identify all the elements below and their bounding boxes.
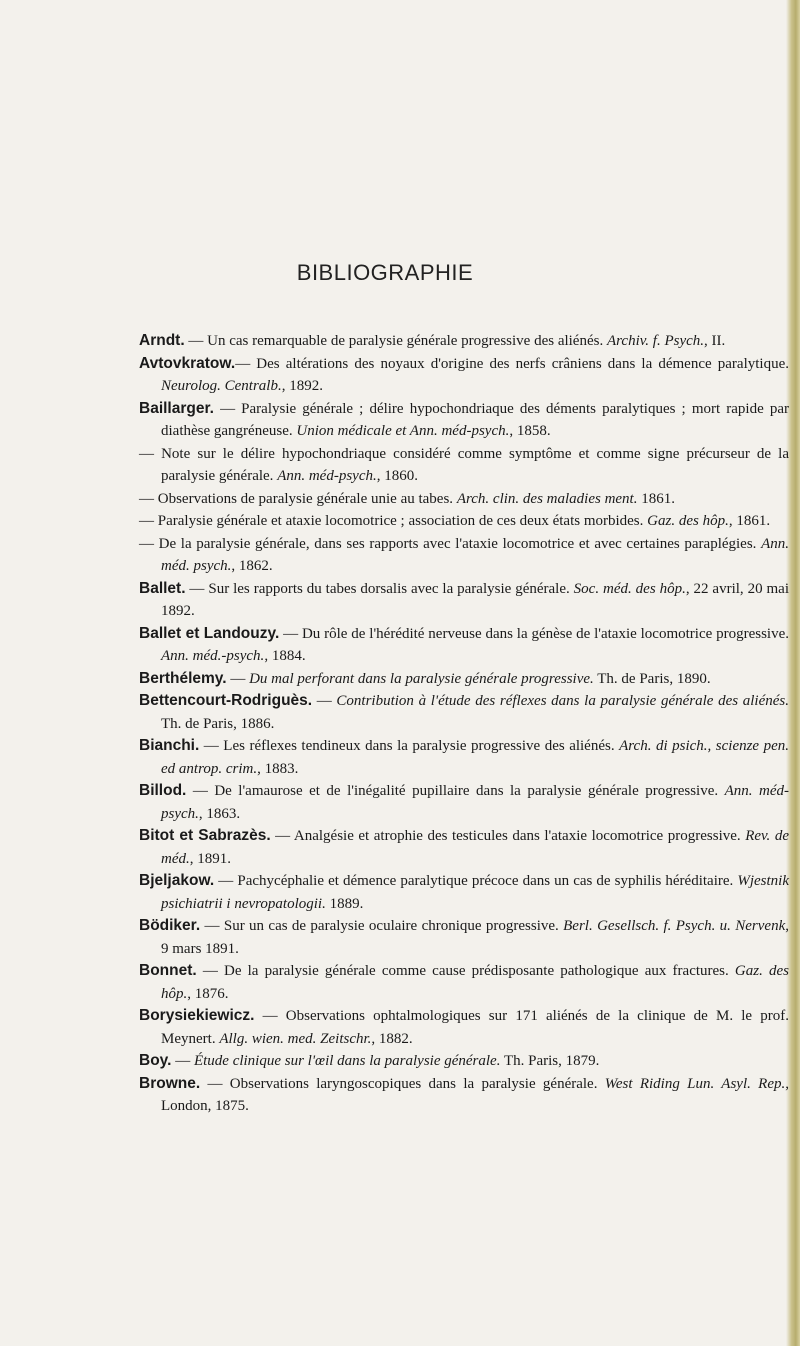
- entry-title: —: [226, 670, 250, 687]
- entry-author: Arndt.: [139, 332, 185, 349]
- entry-source: Rev. de méd.: [161, 828, 789, 867]
- entry-source: Allg. wien. med. Zeitschr.: [219, 1030, 372, 1047]
- entry-title: —: [312, 693, 337, 709]
- entry-details: Th. de Paris, 1890.: [593, 670, 711, 687]
- entry-author: Browne.: [139, 1074, 201, 1092]
- bibliography-entry: [139, 668, 789, 691]
- entry-source: Ann. méd-psych.: [161, 783, 789, 822]
- bibliography-entry: [139, 870, 789, 915]
- bibliography-entry: [139, 915, 789, 960]
- entry-details: , London, 1875.: [161, 1075, 789, 1114]
- entry-details: , 1884.: [264, 648, 306, 664]
- entry-title: — Observations ophtalmologiques sur 171 aliénés de la clinique de M. le prof. Meynert.: [161, 1008, 789, 1047]
- bibliography-entry: [139, 510, 789, 533]
- entry-details: , 1876.: [187, 985, 229, 1002]
- entry-source: Gaz. des hôp.: [647, 513, 729, 529]
- entry-author: Ballet et Landouzy.: [139, 624, 280, 642]
- bibliography-entry: [139, 533, 789, 578]
- entry-source: Arch. clin. des maladies ment.: [456, 490, 638, 507]
- entry-details: 1861.: [637, 490, 675, 507]
- entry-author: Boy.: [139, 1052, 172, 1069]
- entry-source: Union médicale et Ann. méd-psych.: [296, 423, 510, 439]
- entry-source: West Riding Lun. Asyl. Rep.: [604, 1075, 786, 1092]
- bibliography-entry: [139, 1073, 789, 1118]
- entry-details: Th. Paris, 1879.: [500, 1053, 600, 1069]
- entry-title: — Analgésie et atrophie des testicules dans l'ataxie locomotrice progressive.: [270, 828, 746, 844]
- bibliography-entry: [139, 623, 789, 668]
- bibliography-entry: [139, 353, 789, 398]
- entry-author: Bettencourt-Rodriguès.: [139, 692, 313, 709]
- entry-details: , 1883.: [257, 760, 299, 777]
- bibliography-entry: [139, 1050, 789, 1073]
- entry-source: Ann. méd.-psych.: [161, 648, 265, 664]
- entry-source: Ann. méd-psych.: [277, 468, 377, 484]
- entry-details: , 1860.: [376, 468, 418, 484]
- entry-title: — Paralysie générale ; délire hypochondriaque des déments paralytiques ; mort rapide par diathèse gangréneuse.: [161, 400, 789, 439]
- entry-title: — Un cas remarquable de paralysie générale progressive des aliénés.: [184, 333, 607, 349]
- entry-author: Bödiker.: [139, 917, 201, 934]
- entry-source: Neurolog. Centralb.: [161, 378, 282, 394]
- entry-title: —: [171, 1053, 194, 1069]
- entry-details: , II.: [704, 333, 726, 349]
- entry-details: , 1858.: [509, 423, 551, 439]
- bibliography-entry: [139, 690, 789, 735]
- entry-title: — Les réflexes tendineux dans la paralysie progressive des aliénés.: [199, 738, 620, 754]
- entry-author: Bjeljakow.: [139, 872, 215, 889]
- entry-source: Wjestnik psichiatrii i nevropatologii.: [161, 873, 789, 912]
- entry-title: — Sur un cas de paralysie oculaire chronique progressive.: [200, 918, 564, 934]
- entry-title: — De la paralysie générale comme cause prédisposante pathologique aux fractures.: [196, 963, 735, 979]
- entry-source: Soc. méd. des hôp.: [573, 580, 686, 597]
- entry-title: — Du rôle de l'hérédité nerveuse dans la génèse de l'ataxie locomotrice progressive.: [279, 625, 790, 642]
- entry-details: , 1861.: [728, 513, 771, 529]
- entry-title: — Des altérations des noyaux d'origine des nerfs crâniens dans la démence paralytique.: [235, 355, 789, 372]
- entry-author: Berthélemy.: [139, 669, 227, 687]
- entry-author: Baillarger.: [139, 399, 214, 417]
- entry-details: Th. de Paris, 1886.: [161, 715, 275, 732]
- entry-details: , 1863.: [198, 805, 241, 822]
- entry-source: Étude clinique sur l'œil dans la paralysie générale.: [193, 1053, 501, 1069]
- bibliography-entry: [139, 735, 789, 780]
- entry-details: , 9 mars 1891.: [161, 918, 789, 957]
- entry-title: — Pachycéphalie et démence paralytique précoce dans un cas de syphilis héréditaire.: [214, 873, 738, 889]
- entry-source: Arch. di psich., scienze pen. ed antrop. crim.: [161, 738, 790, 777]
- entry-source: Contribution à l'étude des réflexes dans la paralysie générale des aliénés.: [336, 693, 789, 709]
- entry-source: Berl. Gesellsch. f. Psych. u. Nervenk: [563, 918, 786, 934]
- bibliography-entry: [139, 398, 789, 443]
- entry-author: Bianchi.: [139, 737, 200, 754]
- entry-title: — Observations laryngoscopiques dans la paralysie générale.: [200, 1075, 605, 1092]
- entry-title: — Paralysie générale et ataxie locomotrice ; association de ces deux états morbides.: [139, 513, 648, 529]
- entry-source: Du mal perforant dans la paralysie générale progressive.: [249, 670, 594, 687]
- bibliography-entry: [139, 330, 789, 353]
- entry-title: — De l'amaurose et de l'inégalité pupillaire dans la paralysie générale progressive.: [186, 783, 725, 799]
- entry-author: Bonnet.: [139, 962, 197, 979]
- entry-source: Gaz. des hôp.: [161, 963, 789, 1002]
- bibliography-entry: [139, 780, 789, 825]
- bibliography-entry: [139, 825, 789, 870]
- page-title: BIBLIOGRAPHIE: [296, 260, 474, 285]
- entry-source: Ann. méd. psych.: [161, 535, 789, 574]
- entry-author: Avtovkratow.: [139, 354, 236, 372]
- bibliography-entry: [139, 578, 789, 623]
- entry-title: — Sur les rapports du tabes dorsalis avec la paralysie générale.: [185, 580, 574, 597]
- entry-author: Borysiekiewicz.: [139, 1007, 255, 1024]
- entry-source: Archiv. f. Psych.: [606, 333, 705, 349]
- entry-details: , 1882.: [371, 1030, 413, 1047]
- entry-author: Billod.: [139, 782, 187, 799]
- entry-details: , 1862.: [231, 558, 273, 574]
- entry-details: , 22 avril, 20 mai 1892.: [161, 580, 789, 619]
- bibliography-list: [139, 330, 789, 1118]
- entry-details: 1889.: [325, 895, 364, 912]
- bibliography-entry: [139, 488, 789, 511]
- bibliography-entry: [139, 443, 789, 488]
- bibliography-entry: [139, 1005, 789, 1050]
- entry-author: Bitot et Sabrazès.: [139, 827, 271, 844]
- entry-author: Ballet.: [139, 579, 186, 597]
- entry-title: — Observations de paralysie générale unie au tabes.: [139, 490, 457, 507]
- entry-details: , 1892.: [281, 378, 323, 394]
- entry-title: — Note sur le délire hypochondriaque considéré comme symptôme et comme signe précurseur de la paralysie générale.: [139, 445, 789, 484]
- bibliography-entry: [139, 960, 789, 1005]
- entry-title: — De la paralysie générale, dans ses rapports avec l'ataxie locomotrice et avec certaines paraplégies.: [139, 535, 762, 552]
- entry-details: , 1891.: [189, 850, 231, 867]
